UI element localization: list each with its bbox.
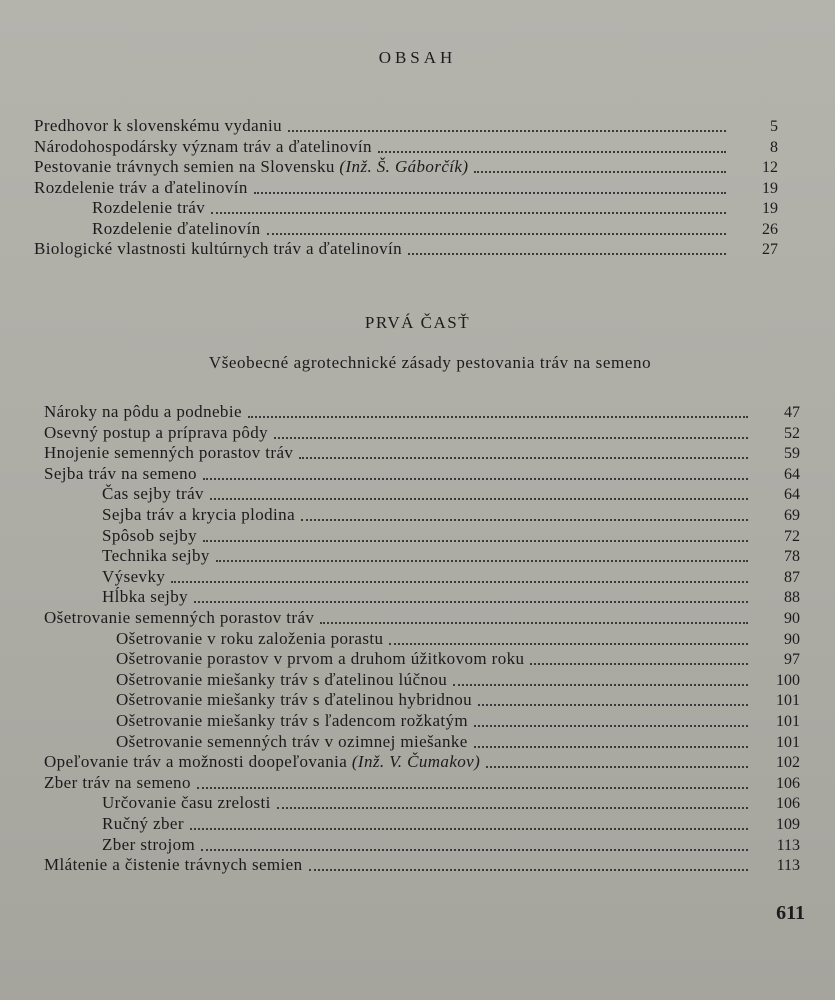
dot-leader bbox=[530, 653, 748, 665]
toc-page-number: 88 bbox=[784, 589, 800, 607]
toc-entry-title bbox=[44, 464, 197, 484]
toc-page-number: 109 bbox=[776, 816, 800, 833]
toc-entry-title-text: Národohospodársky význam tráv a ďatelinovín bbox=[34, 136, 372, 156]
dot-leader bbox=[478, 694, 748, 706]
toc-entry-title bbox=[102, 835, 195, 855]
toc-entry-title-text: Určovanie času zrelosti bbox=[102, 793, 271, 813]
toc-page-number: 101 bbox=[776, 733, 800, 751]
dot-leader bbox=[474, 161, 726, 173]
toc-entry bbox=[102, 505, 800, 525]
dot-leader bbox=[201, 839, 748, 851]
toc-entry-title bbox=[44, 773, 191, 793]
toc-entry-title-text: Rozdelenie tráv a ďatelinovín bbox=[34, 177, 248, 197]
dot-leader bbox=[248, 406, 748, 418]
toc-entry-title bbox=[102, 484, 204, 504]
toc-entry bbox=[92, 198, 778, 218]
dot-leader bbox=[309, 859, 748, 871]
toc-entry-title bbox=[102, 505, 295, 525]
toc-page-number: 102 bbox=[776, 754, 800, 772]
toc-entry bbox=[44, 402, 800, 422]
toc-entry bbox=[116, 690, 800, 710]
dot-leader bbox=[203, 530, 748, 542]
toc-entry-title-text: Ošetrovanie miešanky tráv s ďatelinou hybridnou bbox=[116, 690, 473, 710]
toc-entry-title-text: Ošetrovanie semenných porastov tráv bbox=[44, 608, 315, 627]
dot-leader bbox=[453, 674, 748, 686]
dot-leader bbox=[203, 468, 748, 480]
toc-page-number: 19 bbox=[762, 179, 778, 197]
toc-page-number: 90 bbox=[784, 610, 800, 627]
toc-entry-title-text: Sejba tráv na semeno bbox=[44, 463, 197, 483]
dot-leader bbox=[211, 202, 726, 214]
part-subtitle: Všeobecné agrotechnické zásady pestovania tráv na semeno bbox=[208, 353, 652, 372]
toc-page-number: 78 bbox=[784, 548, 800, 566]
toc-entry-title bbox=[102, 567, 165, 587]
toc-entry-title bbox=[34, 157, 468, 177]
toc-entry bbox=[102, 835, 800, 855]
toc-entry-title bbox=[102, 814, 184, 834]
dot-leader bbox=[301, 509, 748, 521]
toc-entry-title-text: Technika sejby bbox=[102, 546, 210, 566]
dot-leader bbox=[320, 612, 748, 624]
toc-entry-title-text: Hĺbka sejby bbox=[102, 587, 189, 607]
toc-entry bbox=[116, 629, 800, 649]
toc-entry-title-text: Výsevky bbox=[102, 566, 166, 586]
dot-leader bbox=[216, 550, 748, 562]
toc-entry-title-text: Sejba tráv a krycia plodina bbox=[102, 505, 296, 524]
toc-entry-title bbox=[92, 219, 261, 239]
toc-page-number: 47 bbox=[784, 404, 800, 421]
toc-entry bbox=[44, 464, 800, 484]
toc-entry bbox=[102, 484, 800, 504]
dot-leader bbox=[267, 223, 727, 235]
toc-entry-title-text: Predhovor k slovenskému vydaniu bbox=[34, 116, 283, 135]
toc-entry bbox=[102, 567, 800, 587]
toc-entry-title bbox=[44, 443, 293, 463]
toc-entry-title bbox=[34, 137, 372, 157]
toc-entry-title bbox=[44, 608, 314, 628]
toc-page-number: 8 bbox=[770, 138, 778, 156]
toc-entry-title-text: Ošetrovanie miešanky tráv s ľadencom rožkatým bbox=[116, 711, 469, 730]
toc-entry-title bbox=[44, 423, 268, 443]
toc-page-number: 5 bbox=[770, 118, 778, 135]
toc-page-number: 12 bbox=[762, 159, 778, 176]
toc-entry-title-text: Spôsob sejby bbox=[102, 525, 198, 545]
toc-entry bbox=[44, 423, 800, 443]
dot-leader bbox=[474, 715, 748, 727]
toc-page-number: 100 bbox=[776, 671, 800, 689]
toc-entry-title bbox=[116, 732, 468, 752]
toc-page-number: 72 bbox=[784, 527, 800, 545]
toc-entry-title bbox=[44, 402, 242, 422]
toc-entry-title bbox=[116, 670, 447, 690]
toc-page-number: 87 bbox=[784, 568, 800, 586]
toc-entry-title bbox=[92, 198, 205, 218]
toc-page-number: 101 bbox=[776, 713, 800, 730]
dot-leader bbox=[171, 571, 748, 583]
toc-entry-title-text: Nároky na pôdu a podnebie bbox=[44, 402, 242, 421]
toc-entry-title-text: Ručný zber bbox=[102, 814, 184, 833]
toc-entry bbox=[116, 649, 800, 669]
toc-entry-title bbox=[44, 752, 480, 772]
toc-entry bbox=[102, 793, 800, 813]
toc-entry-title-text: Rozdelenie tráv bbox=[92, 198, 206, 217]
dot-leader bbox=[254, 182, 726, 194]
toc-entry bbox=[102, 546, 800, 566]
toc-entry-title bbox=[116, 629, 383, 649]
toc-entry-title-text: Ošetrovanie v roku založenia porastu bbox=[116, 628, 384, 648]
toc-page-number: 64 bbox=[784, 465, 800, 483]
dot-leader bbox=[194, 591, 748, 603]
dot-leader bbox=[474, 736, 748, 748]
toc-entry-title bbox=[34, 239, 402, 259]
dot-leader bbox=[274, 427, 748, 439]
toc-entry-title-text: Ošetrovanie porastov v prvom a druhom úžitkovom roku bbox=[116, 649, 525, 669]
toc-page-number: 113 bbox=[776, 836, 800, 854]
toc-entry-title bbox=[34, 178, 248, 198]
toc-entry bbox=[102, 814, 800, 834]
toc-entry bbox=[44, 773, 800, 793]
toc-entry-title bbox=[102, 587, 188, 607]
toc-entry bbox=[116, 732, 800, 752]
toc-page-number: 101 bbox=[776, 692, 800, 710]
dot-leader bbox=[190, 818, 748, 830]
dot-leader bbox=[486, 756, 748, 768]
toc-page-number: 27 bbox=[762, 241, 778, 258]
toc-entry-title bbox=[102, 546, 210, 566]
dot-leader bbox=[408, 243, 726, 255]
toc-entry-title bbox=[116, 690, 472, 710]
toc-page-number: 59 bbox=[784, 445, 800, 463]
toc-entry bbox=[116, 711, 800, 731]
toc-page-number: 106 bbox=[776, 774, 800, 792]
toc-page-number: 97 bbox=[784, 651, 800, 669]
toc-page-number: 19 bbox=[762, 200, 778, 217]
toc-entry-author: (Inž. V. Čumakov) bbox=[351, 752, 481, 772]
toc-entry-title bbox=[102, 526, 197, 546]
toc-entry bbox=[102, 587, 800, 607]
page-number: 611 bbox=[776, 902, 805, 924]
toc-entry-title-text: Osevný postup a príprava pôdy bbox=[44, 422, 269, 442]
toc-entry bbox=[44, 443, 800, 463]
toc-entry-title-text: Rozdelenie ďatelinovín bbox=[92, 218, 261, 238]
toc-entry bbox=[34, 137, 778, 157]
toc-entry-author: (Inž. Š. Gáborčík) bbox=[339, 157, 469, 176]
toc-page-number: 64 bbox=[784, 486, 800, 504]
toc-page-number: 69 bbox=[784, 507, 800, 524]
toc-page-number: 106 bbox=[776, 795, 800, 813]
toc-page-number: 90 bbox=[784, 630, 800, 648]
toc-entry-title-text: Ošetrovanie semenných tráv v ozimnej miešanke bbox=[116, 731, 468, 751]
toc-entry bbox=[34, 157, 778, 177]
toc-entry bbox=[44, 608, 800, 628]
dot-leader bbox=[378, 141, 726, 153]
toc-entry bbox=[44, 855, 800, 875]
toc-entry-title-text: Biologické vlastnosti kultúrnych tráv a ďatelinovín bbox=[34, 239, 403, 258]
toc-entry-title bbox=[116, 711, 468, 731]
toc-entry-title-text: Ošetrovanie miešanky tráv s ďatelinou lúčnou bbox=[116, 669, 448, 689]
page-heading: OBSAH bbox=[378, 48, 457, 67]
toc-entry bbox=[116, 670, 800, 690]
toc-entry bbox=[34, 178, 778, 198]
toc-page-number: 52 bbox=[784, 424, 800, 442]
toc-entry-title-text: Opeľovanie tráv a možnosti doopeľovania bbox=[44, 752, 348, 772]
toc-entry-title-text: Pestovanie trávnych semien na Slovensku bbox=[34, 157, 335, 176]
part-heading: PRVÁ ČASŤ bbox=[364, 313, 471, 332]
toc-entry-title bbox=[34, 116, 282, 136]
toc-entry bbox=[92, 219, 778, 239]
toc-entry-title-text: Hnojenie semenných porastov tráv bbox=[44, 443, 294, 463]
toc-entry bbox=[44, 752, 800, 772]
toc-entry-title bbox=[116, 649, 524, 669]
dot-leader bbox=[389, 633, 748, 645]
dot-leader bbox=[197, 777, 748, 789]
toc-entry bbox=[34, 116, 778, 136]
toc-entry-title-text: Zber strojom bbox=[102, 834, 196, 854]
dot-leader bbox=[210, 488, 748, 500]
toc-entry-title bbox=[44, 855, 303, 875]
toc-page-number: 113 bbox=[776, 857, 800, 875]
toc-entry bbox=[34, 239, 778, 259]
dot-leader bbox=[299, 447, 748, 459]
toc-entry-title-text: Čas sejby tráv bbox=[102, 484, 204, 504]
toc-entry-title bbox=[102, 793, 271, 813]
toc-entry-title-text: Zber tráv na semeno bbox=[44, 772, 191, 792]
dot-leader bbox=[277, 797, 748, 809]
toc-entry-title-text: Mlátenie a čistenie trávnych semien bbox=[44, 855, 303, 875]
dot-leader bbox=[288, 120, 726, 132]
toc-entry bbox=[102, 526, 800, 546]
toc-page-number: 26 bbox=[762, 220, 778, 238]
